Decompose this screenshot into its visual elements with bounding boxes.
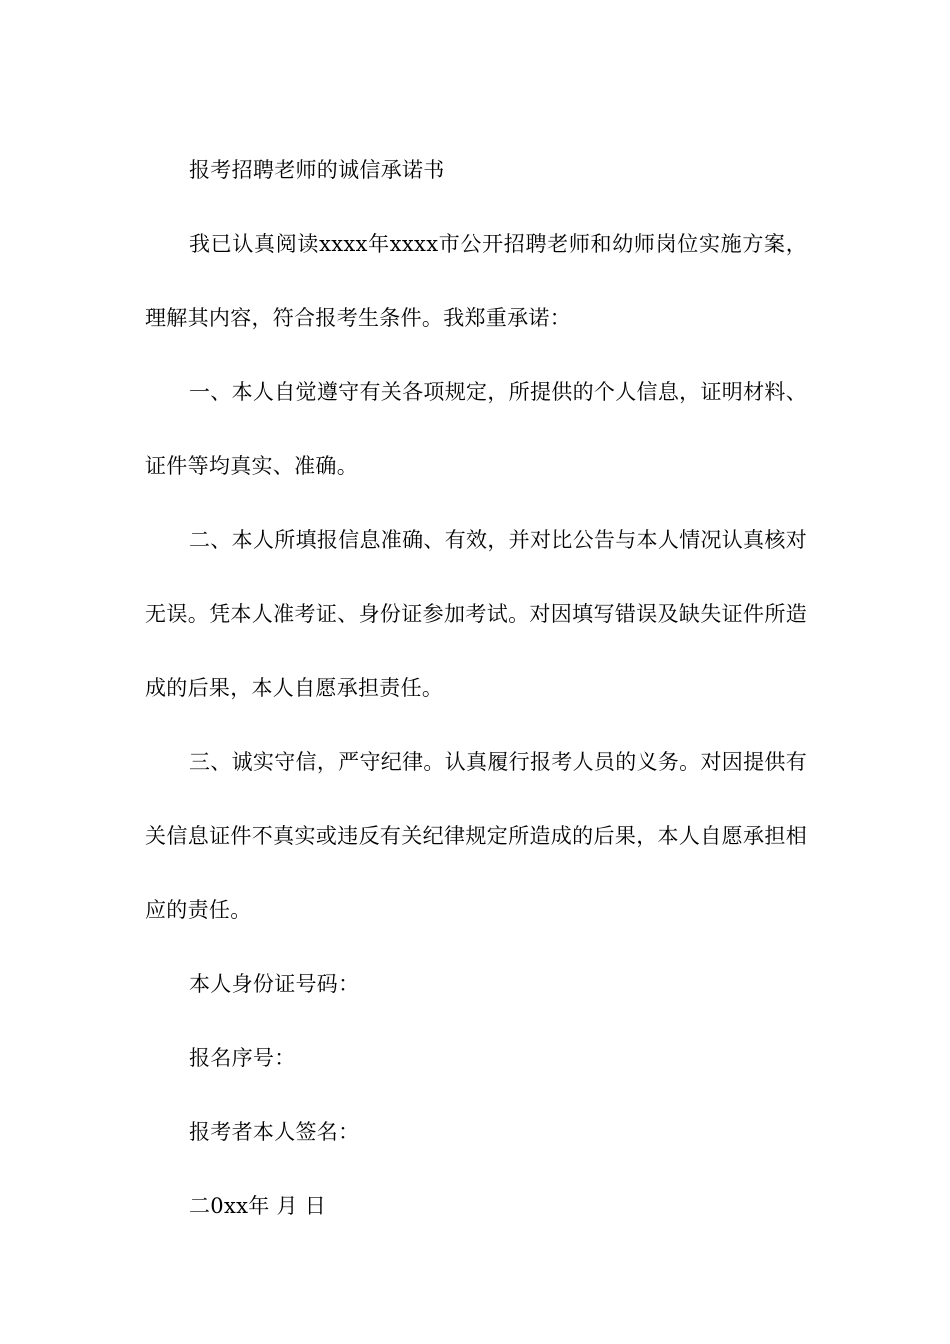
commitment-item-3: 三、诚实守信，严守纪律。认真履行报考人员的义务。对因提供有关信息证件不真实或违反有关纪律规定所造成的后果，本人自愿承担相应的责任。 <box>145 750 807 922</box>
commitment-item-1: 一、本人自觉遵守有关各项规定，所提供的个人信息，证明材料、证件等均真实、准确。 <box>145 380 807 478</box>
date-line: 二0xx年 月 日 <box>189 1194 327 1218</box>
commitment-item-2: 二、本人所填报信息准确、有效，并对比公告与本人情况认真核对无误。凭本人准考证、身份证参加考试。对因填写错误及缺失证件所造成的后果，本人自愿承担责任。 <box>145 528 807 700</box>
document-title: 报考招聘老师的诚信承诺书 <box>189 158 445 182</box>
signature-label: 报考者本人签名： <box>189 1120 360 1144</box>
id-number-label: 本人身份证号码： <box>189 972 360 996</box>
document-body <box>145 133 807 1243</box>
intro-paragraph: 我已认真阅读xxxx年xxxx市公开招聘老师和幼师岗位实施方案，理解其内容，符合报考生条件。我郑重承诺： <box>145 232 807 330</box>
registration-number-label: 报名序号： <box>189 1046 296 1070</box>
